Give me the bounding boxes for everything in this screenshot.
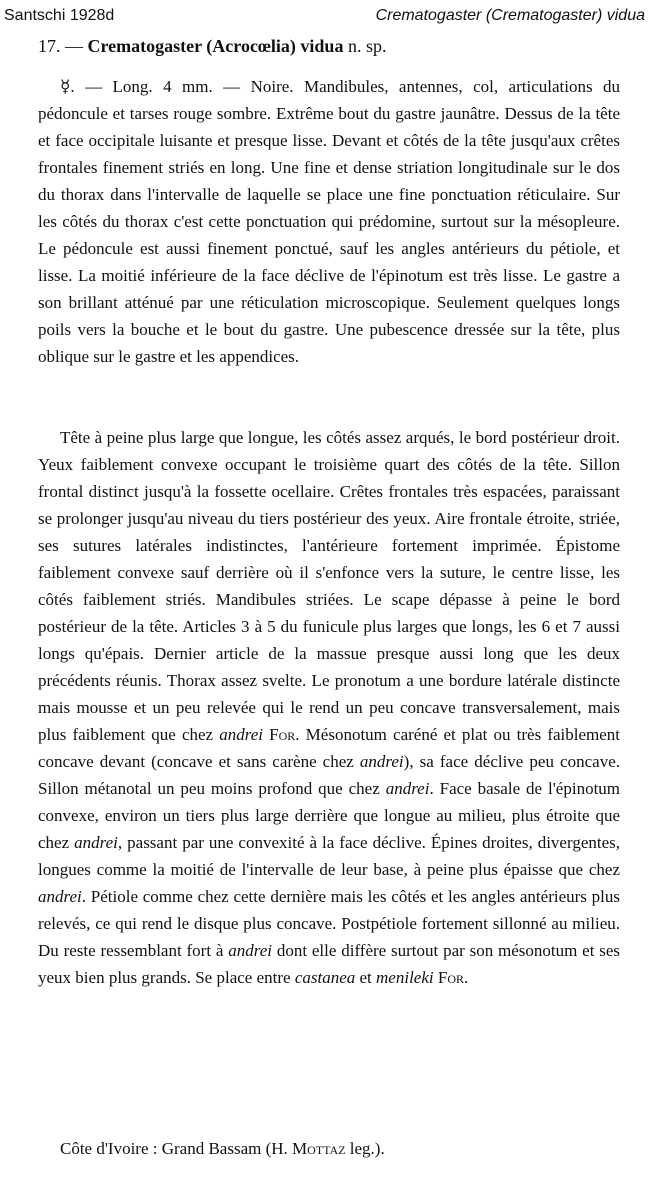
citation-header: Santschi 1928d [4, 7, 115, 24]
species-ref: andrei [359, 752, 404, 771]
species-number: 17. — [38, 36, 83, 56]
species-ref: andrei [74, 833, 118, 852]
text-run: . Face basale de l'épinotum convexe, environ un tiers plus large derrière que longue au milieu, plus étroite que chez [38, 779, 621, 852]
species-title [38, 34, 386, 58]
species-name: Crematogaster (Acrocœlia) vidua [87, 36, 344, 56]
author-ref: For. [269, 725, 300, 744]
morphology-paragraph [38, 424, 620, 991]
text-run: . Pétiole comme chez cette dernière mais les côtés et les angles antérieurs plus relevés, ce qui rend le disque plus concave. Postpétiole fortement sillonné au milieu. Du reste ressemblant fort à [38, 887, 620, 960]
species-ref: andrei [385, 779, 430, 798]
text-run: ), sa face déclive peu concave. Sillon métanotal un peu moins profond que chez [38, 752, 620, 798]
species-ref: andrei [228, 941, 273, 960]
author-ref: For. [437, 968, 469, 987]
locality-suffix: leg.). [349, 1139, 385, 1158]
locality-text: Côte d'Ivoire : Grand Bassam (H. [60, 1139, 288, 1158]
collector-name: Mottaz [292, 1139, 346, 1158]
species-status: n. sp. [347, 36, 387, 56]
species-ref: andrei [219, 725, 264, 744]
species-ref: andrei [38, 887, 82, 906]
text-run: dont elle diffère surtout par son mésonotum et ses yeux bien plus grands. Se place entre [38, 941, 621, 987]
description-paragraph: ☿. — Long. 4 mm. — Noire. Mandibules, antennes, col, articulations du pédoncule et tarses rouge sombre. Extrême bout du gastre jaunâtre. Dessus de la tête et face occipitale luisante et presque lisse. Devant et côtés de la tête jusqu'aux crêtes frontales finement striés en long. Une fine et dense striation longitudinale sur le dos du thorax dans l'intervalle de laquelle se place une fine ponctuation réticulaire. Sur les côtés du thorax c'est cette ponctuation qui prédomine, surtout sur la mésopleure. Le pédoncule est aussi finement ponctué, sauf les angles antérieurs du pétiole, et lisse. La moitié inférieure de la face déclive de l'épinotum est très lisse. Le gastre a son brillant atténué par une réticulation microscopique. Seulement quelques longs poils vers la bouche et le bout du gastre. Une pubescence dressée sur la tête, plus oblique sur le gastre et les appendices. [38, 77, 620, 366]
locality-line [38, 1135, 620, 1162]
taxon-header: Crematogaster (Crematogaster) vidua [375, 7, 645, 24]
species-ref: castanea [294, 968, 356, 987]
species-ref: menileki [376, 968, 434, 987]
text-run: Tête à peine plus large que longue, les côtés assez arqués, le bord postérieur droit. Yeux faiblement convexe occupant le troisième quart des côtés de la tête. Sillon frontal distinct jusqu'à la fossette ocellaire. Crêtes frontales très espacées, paraissant se prolonger jusqu'au niveau du tiers postérieur des yeux. Aire frontale étroite, striée, ses sutures latérales indistinctes, l'antérieure fortement imprimée. Épistome faiblement convexe sauf derrière où il s'enfonce vers la suture, le centre lisse, les côtés faiblement striés. Mandibules striées. Le scape dépasse à peine le bord postérieur de la tête. Articles 3 à 5 du funicule plus larges que longs, les 6 et 7 aussi longs qu'épais. Dernier article de la massue presque aussi long que les deux précédents réunis. Thorax assez svelte. Le pronotum a une bordure latérale distincte mais mousse et un peu relevée qui le rend un peu concave transversalement, mais plus faiblement que chez [38, 428, 620, 744]
text-run: et [359, 968, 372, 987]
text-run: Mésonotum caréné et plat ou très faiblement concave devant (concave et sans carène chez [38, 725, 621, 771]
text-run: , passant par une convexité à la face déclive. Épines droites, divergentes, longues comme la moitié de l'intervalle de leur base, à peine plus épaisse que chez [38, 833, 620, 879]
